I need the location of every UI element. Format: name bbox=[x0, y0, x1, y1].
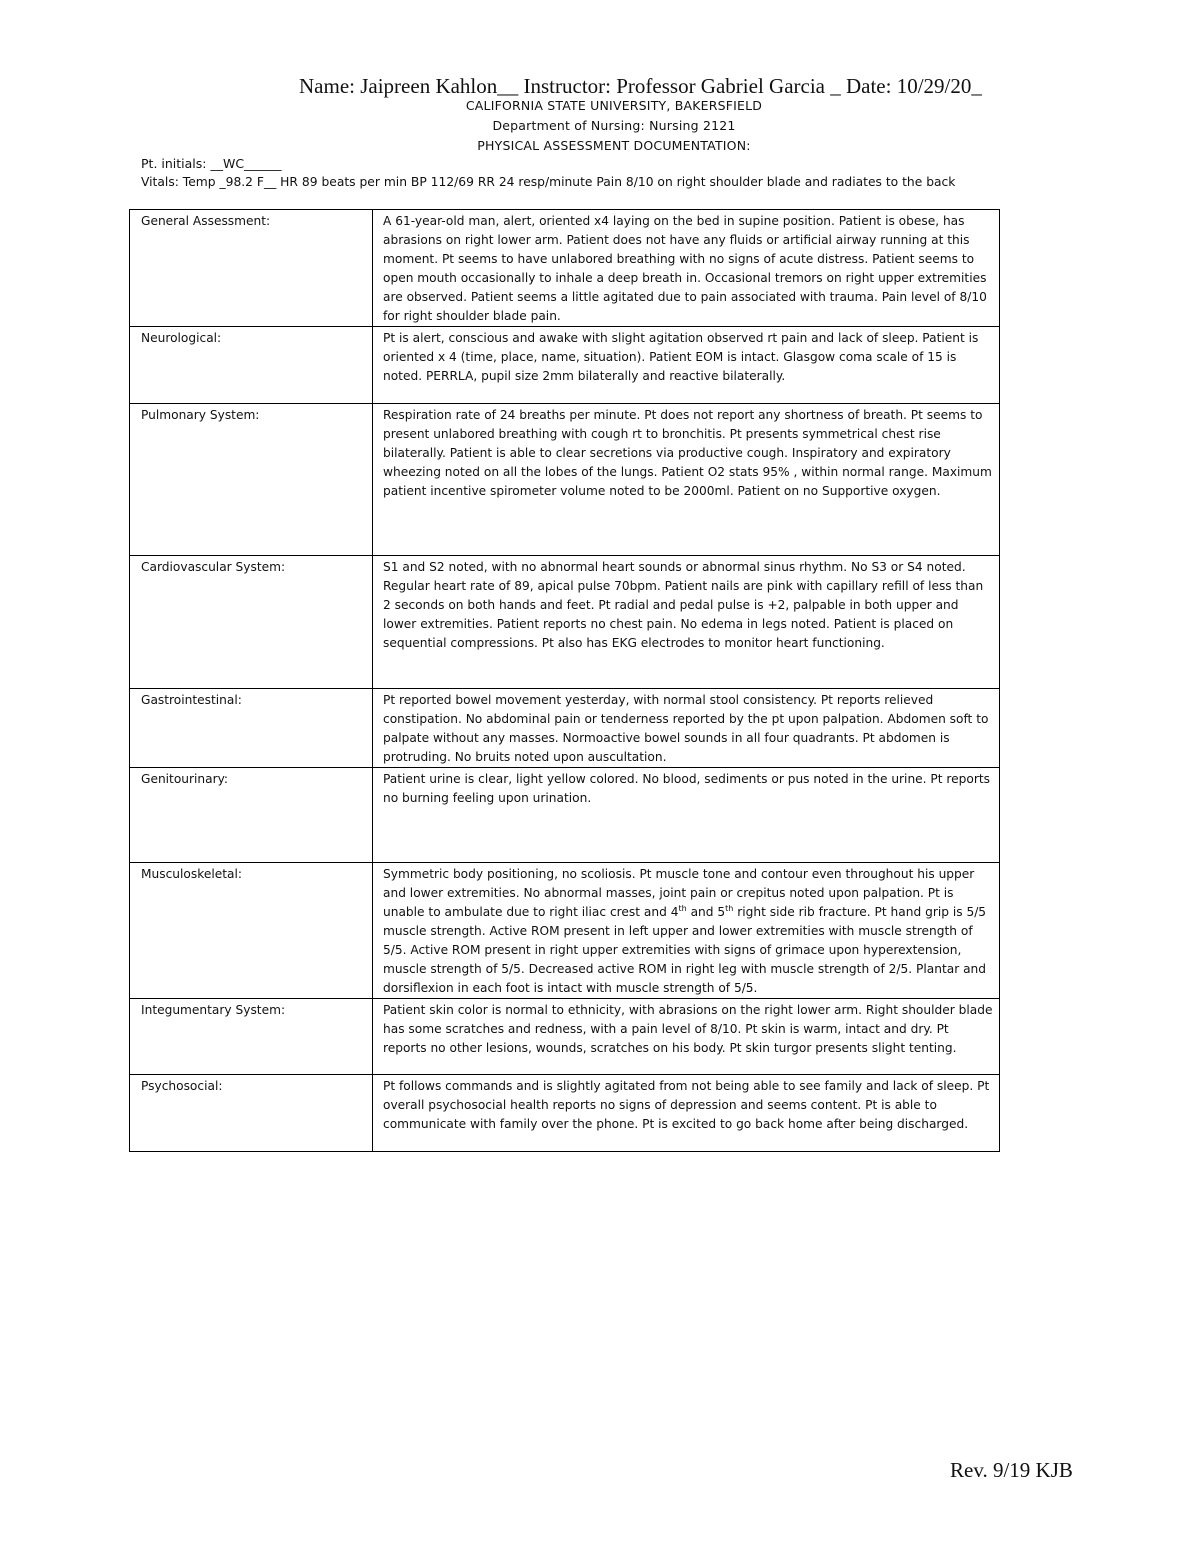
superscript-th: th bbox=[725, 903, 734, 913]
university-title: CALIFORNIA STATE UNIVERSITY, BAKERSFIELD bbox=[465, 98, 763, 113]
department-line: Department of Nursing: Nursing 2121 bbox=[492, 118, 736, 133]
musculoskeletal-text-a: Symmetric body positioning, no scoliosis. Pt muscle tone and contour even throughout his upper and lower extremities. No abnormal masses, joint pain or crepitus noted upon palpation. Pt is unable to ambulate due to right iliac crest and 4 bbox=[383, 867, 975, 919]
name-instructor-date-text: Name: Jaipreen Kahlon__ Instructor: Professor Gabriel Garcia _ Date: 10/29/20_ bbox=[299, 74, 982, 98]
row-label: Pulmonary System: bbox=[130, 404, 373, 556]
assessment-table bbox=[129, 209, 1000, 1152]
row-content: Pt follows commands and is slightly agitated from not being able to see family and lack of sleep. Pt overall psychosocial health reports no signs of depression and seems content. Pt is able to communicate with family over the phone. Pt is excited to go back home after being discharged. bbox=[373, 1075, 1000, 1152]
patient-initials: Pt. initials: __WC______ bbox=[141, 156, 282, 171]
superscript-th: th bbox=[678, 903, 687, 913]
row-label: Cardiovascular System: bbox=[130, 556, 373, 689]
table-row-neurological bbox=[130, 327, 1000, 404]
table-row-gastrointestinal bbox=[130, 689, 1000, 768]
revision-footer: Rev. 9/19 KJB bbox=[950, 1458, 1073, 1482]
row-content: Pt reported bowel movement yesterday, with normal stool consistency. Pt reports relieved constipation. No abdominal pain or tenderness reported by the pt upon palpation. Abdomen soft to palpate without any masses. Normoactive bowel sounds in all four quadrants. Pt abdomen is protruding. No bruits noted upon auscultation. bbox=[373, 689, 1000, 768]
row-content: Patient skin color is normal to ethnicity, with abrasions on the right lower arm. Right shoulder blade has some scratches and redness, with a pain level of 8/10. Pt skin is warm, intact and dry. Pt reports no other lesions, wounds, scratches on his body. Pt skin turgor presents slight tenting. bbox=[373, 999, 1000, 1075]
row-content: Pt is alert, conscious and awake with slight agitation observed rt pain and lack of sleep. Patient is oriented x 4 (time, place, name, situation). Patient EOM is intact. Glasgow coma scale of 15 is noted. PERRLA, pupil size 2mm bilaterally and reactive bilaterally. bbox=[373, 327, 1000, 404]
table-row-cardiovascular bbox=[130, 556, 1000, 689]
row-content: Patient urine is clear, light yellow colored. No blood, sediments or pus noted in the urine. Pt reports no burning feeling upon urination. bbox=[373, 768, 1000, 863]
table-row-psychosocial bbox=[130, 1075, 1000, 1152]
table-row-musculoskeletal bbox=[130, 863, 1000, 999]
musculoskeletal-text-b: and 5 bbox=[686, 905, 726, 919]
row-label: Neurological: bbox=[130, 327, 373, 404]
table-row-pulmonary bbox=[130, 404, 1000, 556]
form-title: PHYSICAL ASSESSMENT DOCUMENTATION: bbox=[477, 138, 751, 153]
table-row-general bbox=[130, 210, 1000, 327]
row-label: Psychosocial: bbox=[130, 1075, 373, 1152]
row-label: Genitourinary: bbox=[130, 768, 373, 863]
row-label: Musculoskeletal: bbox=[130, 863, 373, 999]
row-content: A 61-year-old man, alert, oriented x4 laying on the bed in supine position. Patient is obese, has abrasions on right lower arm. Patient does not have any fluids or artificial airway running at this moment. Pt seems to have unlabored breathing with no signs of acute distress. Patient seems to open mouth occasionally to inhale a deep breath in. Occasional tremors on right upper extremities are observed. Patient seems a little agitated due to pain associated with trauma. Pain level of 8/10 for right shoulder blade pain. bbox=[373, 210, 1000, 327]
table-row-integumentary bbox=[130, 999, 1000, 1075]
row-label: Gastrointestinal: bbox=[130, 689, 373, 768]
musculoskeletal-text-c: right side rib fracture. Pt hand grip is 5/5 muscle strength. Active ROM present in left upper and lower extremities with muscle strength of 5/5. Active ROM present in right upper extremities with signs of grimace upon hyperextension, muscle strength of 5/5. Decreased active ROM in right leg with muscle strength of 2/5. Plantar and dorsiflexion in each foot is intact with muscle strength of 5/5. bbox=[383, 905, 987, 995]
row-content: S1 and S2 noted, with no abnormal heart sounds or abnormal sinus rhythm. No S3 or S4 noted. Regular heart rate of 89, apical pulse 70bpm. Patient nails are pink with capillary refill of less than 2 seconds on both hands and feet. Pt radial and pedal pulse is +2, palpable in both upper and lower extremities. Patient reports no chest pain. No edema in legs noted. Patient is placed on sequential compressions. Pt also has EKG electrodes to monitor heart functioning. bbox=[373, 556, 1000, 689]
row-label: General Assessment: bbox=[130, 210, 373, 327]
row-label: Integumentary System: bbox=[130, 999, 373, 1075]
row-content bbox=[373, 863, 1000, 999]
row-content: Respiration rate of 24 breaths per minute. Pt does not report any shortness of breath. Pt seems to present unlabored breathing with cough rt to bronchitis. Pt presents symmetrical chest rise bilaterally. Patient is able to clear secretions via productive cough. Inspiratory and expiratory wheezing noted on all the lobes of the lungs. Patient O2 stats 95% , within normal range. Maximum patient incentive spirometer volume noted to be 2000ml. Patient on no Supportive oxygen. bbox=[373, 404, 1000, 556]
vitals-line: Vitals: Temp _98.2 F__ HR 89 beats per min BP 112/69 RR 24 resp/minute Pain 8/10 on right shoulder blade and radiates to the back bbox=[141, 175, 956, 189]
table-row-genitourinary bbox=[130, 768, 1000, 863]
